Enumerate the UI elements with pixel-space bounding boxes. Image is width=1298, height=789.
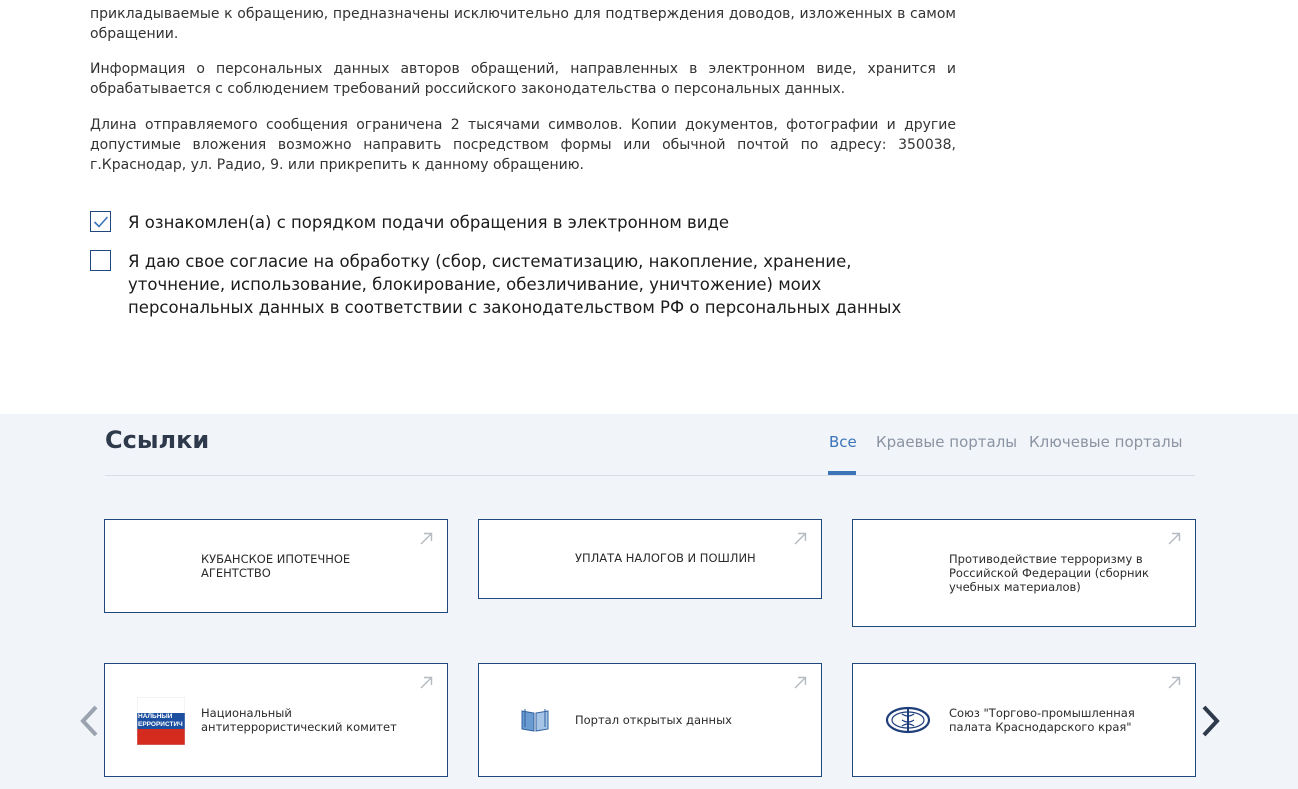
links-title: Ссылки (105, 426, 210, 454)
link-card-antiterror-committee[interactable] (104, 663, 448, 777)
links-section (0, 414, 1298, 789)
link-card-text: КУБАНСКОЕ ИПОТЕЧНОЕ АГЕНТСТВО (201, 552, 351, 580)
chamber-of-commerce-logo (885, 704, 931, 736)
link-card-text: Союз "Торгово-промышленная палата Краснодарского края" (949, 706, 1135, 734)
link-card-text: Национальный антитеррористический комитет (201, 706, 397, 734)
agreement-consent-label[interactable]: Я даю свое согласие на обработку (сбор, систематизацию, накопление, хранение, уточнение, использование, блокирование, обезличивание, уничтожение) моих персональных данных в соответствии с законодательством РФ о персональных данных (128, 252, 902, 317)
agreement-procedure-label[interactable]: Я ознакомлен(а) с порядком подачи обращения в электронном виде (128, 213, 730, 232)
info-paragraph-attachments: прикладываемые к обращению, предназначены исключительно для подтверждения доводов, изложенных в самом обращении. (90, 6, 956, 42)
nak-logo-text: НАЛЬНЫЙ (138, 713, 173, 720)
agreement-consent-checkbox[interactable] (90, 250, 111, 271)
info-paragraph-personal-data: Информация о персональных данных авторов обращений, направленных в электронном виде, хранится и обрабатывается с соблюдением требований российского законодательства о персональных данных. (90, 61, 956, 97)
carousel-next-arrow-icon[interactable] (1200, 704, 1222, 738)
link-card-text: Противодействие терроризму в Российской Федерации (сборник учебных материалов) (949, 552, 1149, 594)
active-tab-indicator (828, 471, 856, 475)
link-card-mortgage-agency[interactable] (104, 519, 448, 613)
nak-flag-logo (137, 697, 185, 745)
external-link-icon (420, 676, 433, 689)
link-card-text: Портал открытых данных (575, 713, 732, 727)
external-link-icon (1168, 676, 1181, 689)
tab-key-portals[interactable]: Ключевые порталы (1029, 433, 1183, 451)
carousel-prev-arrow-icon[interactable] (78, 704, 100, 738)
info-paragraph-message-length: Длина отправляемого сообщения ограничена 2 тысячами символов. Копии документов, фотографии и другие допустимые вложения возможно направить посредством формы или обычной почтой по адресу: 350038, г.Краснодар, ул. Радио, 9. или прикрепить к данному обращению. (90, 117, 956, 173)
nak-logo-text: ЕРРОРИСТИЧ (138, 721, 183, 728)
external-link-icon (794, 532, 807, 545)
link-card-open-data[interactable] (478, 663, 822, 777)
link-card-taxes[interactable] (478, 519, 822, 599)
external-link-icon (794, 676, 807, 689)
open-book-logo (520, 707, 550, 733)
link-card-chamber-of-commerce[interactable] (852, 663, 1196, 777)
link-card-counter-terrorism[interactable] (852, 519, 1196, 627)
checkmark-icon (93, 215, 109, 229)
agreement-procedure-checkbox[interactable] (90, 211, 111, 232)
tab-regional-portals[interactable]: Краевые порталы (876, 433, 1018, 451)
external-link-icon (1168, 532, 1181, 545)
external-link-icon (420, 532, 433, 545)
link-card-text: УПЛАТА НАЛОГОВ И ПОШЛИН (575, 551, 756, 565)
links-tabs (105, 414, 1195, 476)
tab-all[interactable]: Все (829, 433, 857, 451)
